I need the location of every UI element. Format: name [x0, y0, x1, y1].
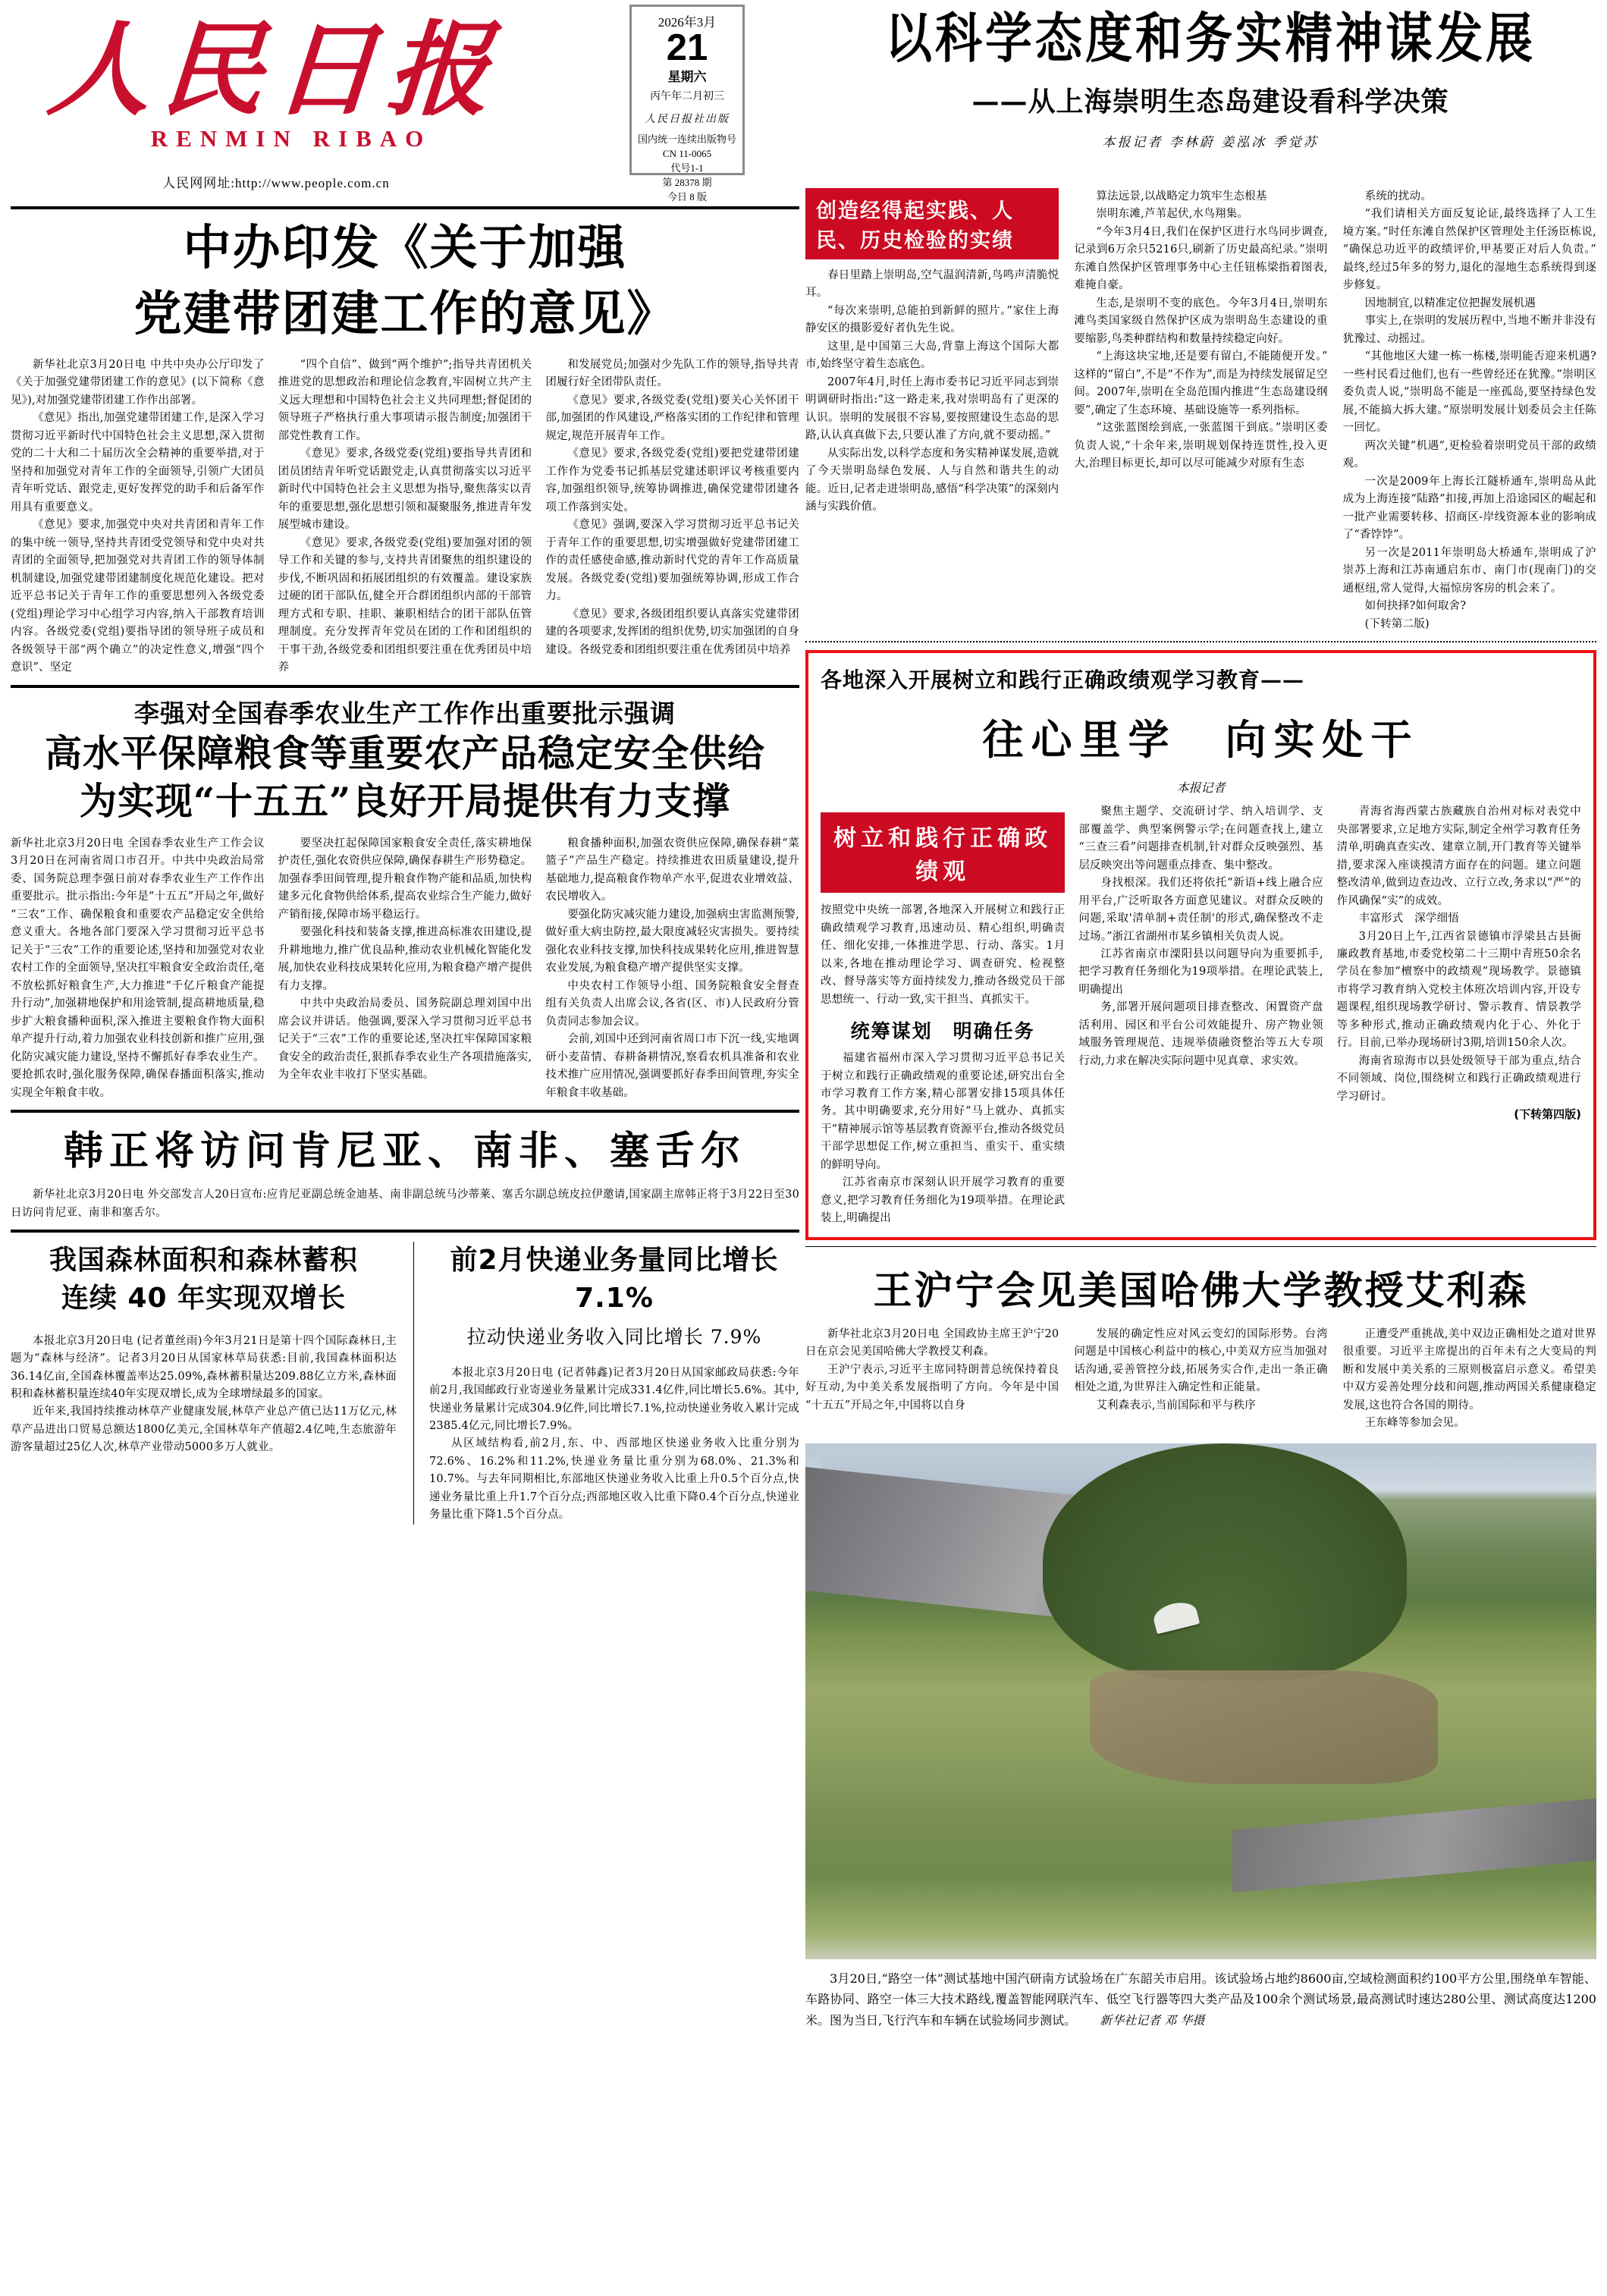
- date-box: [629, 5, 745, 203]
- zhengjiguan-columns: [821, 803, 1581, 1228]
- masthead-left: [11, 0, 617, 191]
- top-feature-byline: 本报记者 李林蔚 姜泓冰 季觉苏: [1102, 134, 1319, 150]
- bottom-two-stories: [11, 1242, 799, 1525]
- zhengjiguan-col-1: 福建省福州市深入学习贯彻习近平总书记关于树立和践行正确政绩观的重要论述,研究出台全市学习教育工作方案,精心部署安排15项具体任务。其中明确要求,充分用好“马上就办、真抓实干”精神展示馆等基层教育资源平台,推动各级党员干部学思想促工作,树立重担当、重实干、重实绩的鲜明导向。 江苏省南京市深刻认识开展学习教育的重要意义,把学习教育任务细化为19项举措。在理论武装上,明确提出: [821, 1052, 1066, 1225]
- wanghuning-columns: [805, 1326, 1596, 1433]
- wanghuning-headline[interactable]: 王沪宁会见美国哈佛大学教授艾利森: [873, 1267, 1529, 1314]
- zhengjiguan-jump-note[interactable]: (下转第四版): [1514, 1107, 1581, 1122]
- zhengjiguan-byline: 本报记者: [1176, 781, 1226, 796]
- top-feature-red-banner: 创造经得起实践、人民、历史检验的实绩: [805, 188, 1059, 259]
- forest-headline-line2[interactable]: 连续 40 年实现双增长: [61, 1282, 347, 1314]
- divider-rule: [11, 1230, 799, 1233]
- express-story: [413, 1242, 799, 1525]
- hanzheng-headline[interactable]: 韩正将访问肯尼亚、南非、塞舌尔: [63, 1128, 746, 1175]
- postal-code: 代号1-1: [670, 162, 704, 174]
- top-feature-col-2: 算法远景,以战略定力筑牢生态根基 崇明东滩,芦苇起伏,水鸟翔集。 “今年3月4日,我们在保护区进行水鸟同步调查,记录到6万余只5216只,刷新了历史最高纪录。”崇明东滩自然保护区管理事务中心主任钮栋梁指着图表,难掩自豪。 生态,是崇明不变的底色。今年3月4日,崇明东滩鸟类国家级自然保护区成为崇明岛生态建设的重要缩影,鸟类种群结构和数量持续稳定向好。 “上海这块宝地,还是要有留白,不能随便开发。”这样的“留白”,不是“不作为”,而是为持续发展留足空间。2007年,崇明在全岛范围内推进“生态岛建设纲要”,确定了生态环境、基础设施等一系列指标。 “这张蓝图绘到底,一张蓝图干到底。”崇明区委负责人说,“十余年来,崇明规划保持连贯性,投入更大,治理目标更长,却可以尽可能减少对原有生态: [1074, 190, 1328, 470]
- zhengjiguan-col-3: 青海省海西蒙古族藏族自治州对标对表党中央部署要求,立足地方实际,制定全州学习教育任务清单,明确真查实改、建章立制,开门教育等关键举措,要求深入座谈摸清方面存在的问题。建立问题整改清单,做到边查边改、立行立改,务求以“严”的作风确保“实”的成效。 丰富形式 深学细悟 3月20日上午,江西省景德镇市浮梁县古县衙廉政教育基地,市委党校第二十三期中青班50余名学员在参加“檀察中的政绩观”现场教学。景德镇市将学习教育纳入党校主体班次培训内容,开设专题课程,组织现场教学研讨、警示教育、情景教学等多种形式,推动正确政绩观内化于心、外化于行。目前,已举办现场研讨3期,培训150余人次。 海南省琼海市以县处级领导干部为重点,结合不同领域、岗位,围绕树立和践行正确政绩观进行学习研讨。: [1336, 806, 1581, 1103]
- photo-credit: 新华社记者 邓 华摄: [1100, 2012, 1205, 2027]
- divider-dotted: [805, 641, 1596, 642]
- lead-story-col-2: “四个自信”、做到“两个维护”;指导共青团机关推进党的思想政治和理论信念教育,牢固树立共产主义远大理想和中国特色社会主义共同理想;督促团的领导班子严格执行重大事项请示报告制度;加强团干部党性教育工作。 《意见》要求,各级党委(党组)要指导共青团和团员团结青年听党话跟党走,认真贯彻落实以习近平新时代中国特色社会主义思想为指导,聚焦落实以青年的重要思想,强化思想引领和凝聚服务,推进青年发展型城市建设。 《意见》要求,各级党委(党组)要加强对团的领导工作和关键的参与,支持共青团聚焦的组织建设的步伐,不断巩固和拓展团组织的有效覆盖。建设家族过硬的团干部队伍,健全开合群团组织内部的干部管理方式和专职、挂职、兼职相结合的团干部队伍管理制度。充分发挥青年党员在团的工作和团组织的干事干劲,各级党委和团组织要注重在优秀团员中培养: [278, 358, 532, 674]
- zhengjiguan-feature-box: [805, 650, 1596, 1240]
- liqiang-columns: [11, 835, 799, 1102]
- zhengjiguan-title[interactable]: 往心里学 向实处干: [982, 716, 1420, 765]
- publisher-name: 人民日报社出版: [645, 113, 730, 126]
- top-feature-col-1: 春日里踏上崇明岛,空气温润清新,鸟鸣声清脆悦耳。 “每次来崇明,总能拍到新鲜的照片。”家住上海静安区的摄影爱好者仇先生说。 这里,是中国第三大岛,背靠上海这个国际大都市,始终坚守着生态底色。 2007年4月,时任上海市委书记习近平同志到崇明调研时指出:“这一路走来,我对崇明岛有了更深的认识。崇明的发展很不容易,要按照建设生态岛的思路,认认真真做下去,只要认准了方向,就不要动摇。” 从实际出发,以科学态度和务实精神谋发展,造就了今天崇明岛绿色发展、人与自然和谐共生的动能。近日,记者走进崇明岛,感悟“科学决策”的深刻内涵与实践价值。: [805, 269, 1059, 514]
- website-line[interactable]: 人民网网址:http://www.people.com.cn: [162, 176, 390, 191]
- date-year-month: 2026年3月: [658, 15, 717, 30]
- liqiang-col-2: 要坚决扛起保障国家粮食安全责任,落实耕地保护责任,强化农资供应保障,确保春耕生产形势稳定。加强春季田间管理,提升粮食作物产能和品质,加快构建多元化食物供给体系,提高农业综合生产能力,做好产销衔接,保障市场平稳运行。 要强化科技和装备支撑,推进高标准农田建设,提升耕地地力,推广优良品种,推动农业机械化智能化发展,加快农业科技成果转化应用,为粮食稳产增产提供有力支撑。 中共中央政治局委员、国务院副总理刘国中出席会议并讲话。他强调,要深入学习贯彻习近平总书记关于“三农”工作的重要论述,坚决扛牢保障国家粮食安全的政治责任,狠抓春季农业生产各项措施落实,为全年农业丰收打下坚实基础。: [278, 837, 532, 1082]
- forest-story: [11, 1242, 397, 1525]
- photo-caption: [805, 1968, 1596, 2031]
- zhengjiguan-red-label: 树立和践行正确政绩观: [821, 812, 1065, 893]
- issue-number: 第 28378 期: [662, 176, 712, 188]
- newspaper-logo: [11, 0, 617, 152]
- date-lunar: 丙午年二月初三: [650, 91, 724, 103]
- lead-story-headline-line1[interactable]: 中办印发《关于加强: [183, 220, 627, 275]
- divider-rule: [11, 206, 799, 209]
- lead-story-headline-line2[interactable]: 党建带团建工作的意见》: [133, 285, 676, 341]
- forest-headline-line1[interactable]: 我国森林面积和森林蓄积: [49, 1245, 358, 1277]
- page-count: 今日 8 版: [667, 190, 707, 203]
- top-feature-subhead: ——从上海崇明生态岛建设看科学决策: [971, 85, 1449, 118]
- top-feature-body: [805, 188, 1596, 633]
- top-feature-col-1-wrap: [805, 188, 1059, 633]
- zhengjiguan-kicker: 各地深入开展树立和践行正确政绩观学习教育——: [821, 667, 1305, 693]
- zhengjiguan-intro: 按照党中央统一部署,各地深入开展树立和践行正确政绩观学习教育,迅速动员、精心组织,明确责任、细化安排,一体推进学思、行动、落实。1月以来,各地在推动理论学习、调查研究、检视整改、督导落实等方面持续发力,推动各级党员干部思想统一、行动一致,实干担当、真抓实干。: [821, 904, 1066, 1006]
- express-headline-line2: 拉动快递业务收入同比增长 7.9%: [466, 1325, 762, 1348]
- date-weekday: 星期六: [667, 70, 707, 85]
- zhengjiguan-subhead-1: 统筹谋划 明确任务: [850, 1020, 1035, 1043]
- logo-chinese-title: 人民日报: [44, 9, 505, 130]
- divider-rule: [11, 1110, 799, 1113]
- photo-caption-text: 3月20日,“路空一体”测试基地中国汽研南方试验场在广东韶关市启用。该试验场占地约8600亩,空域检测面积约100平方公里,围绕单车智能、车路协同、路空一体三大技术路线,覆盖智能网联汽车、低空飞行器等四大类产品及100余个测试场景,最高测试时速达280公里、测试高度达1200米。图为当日,飞行汽车和车辆在试验场同步测试。: [805, 1971, 1596, 2027]
- forest-body: 本报北京3月20日电 (记者董丝雨)今年3月21日是第十四个国际森林日,主题为“森林与经济”。记者3月20日从国家林草局获悉:目前,我国森林面积达36.14亿亩,全国森林覆盖率达25.09%,森林蓄积量达209.88亿立方米,森林面积和森林蓄积量连续40年实现双增长,成为全球增绿最多的国家。 近年来,我国持续推动林草产业健康发展,林草产业总产值已达11万亿元,林草产品进出口贸易总额达1800亿美元,全国林草年产值超2.4亿吨,生态旅游年游客量超过25亿人次,林草产业带动5000多万人就业。: [11, 1334, 397, 1454]
- lead-story-col-1: 新华社北京3月20日电 中共中央办公厅印发了《关于加强党建带团建工作的意见》(以下简称《意见》),对加强党建带团建工作作出部署。 《意见》指出,加强党建带团建工作,是深入学习贯彻习近平新时代中国特色社会主义思想,深入贯彻党的二十大和二十届历次全会精神的重要举措,对于坚持和加强党对青年工作的全面领导,引领广大团员青年听党话、跟党走,更好发挥党的助手和后备军作用具有重要意义。 《意见》要求,加强党中央对共青团和青年工作的集中统一领导,坚持共青团受党领导和党中央对共青团的全面领导,把加强党对共青团工作的领导体制机制建设,加强党建带团建制度化规范化建设。把对近平总书记关于青年工作的重要思想列入各级党委(党组)理论学习中心组学习内容,纳入干部教育培训内容。各级党委(党组)要指导团的领导班子成员和各级领导干部“两个确立”的决定性意义,增强“四个意识”、坚定: [11, 358, 265, 674]
- liqiang-headline-line2[interactable]: 为实现“十五五”良好开局提供有力支撑: [79, 779, 731, 824]
- issn-label: 国内统一连续出版物号: [637, 133, 736, 146]
- zhengjiguan-col-3-wrap: [1337, 803, 1581, 1228]
- zhengjiguan-col-1-wrap: [821, 803, 1065, 1228]
- express-body: 本报北京3月20日电 (记者韩鑫)记者3月20日从国家邮政局获悉:今年前2月,我国邮政行业寄递业务量累计完成331.4亿件,同比增长5.6%。其中,快递业务量累计完成304.9亿件,同比增长7.1%,拉动快递业务收入累计完成2385.4亿元,同比增长7.9%。 从区域结构看,前2月,东、中、西部地区快递业务收入比重分别为72.6%、16.2%和11.2%,快递业务量比重分别为68.0%、21.3%和10.7%。与去年同期相比,东部地区快递业务收入比重上升0.5个百分点,快递业务量比重上升1.7个百分点;西部地区收入比重下降0.4个百分点,快递业务量比重下降1.5个百分点。: [429, 1366, 799, 1522]
- hanzheng-body: 新华社北京3月20日电 外交部发言人20日宣布:应肯尼亚副总统金迪基、南非副总统马沙蒂莱、塞舌尔副总统皮拉伊邀请,国家副主席韩正将于3月22日至30日访问肯尼亚、南非和塞舌尔。: [11, 1189, 799, 1219]
- zhengjiguan-col-2: 聚焦主题学、交流研讨学、纳入培训学、支部覆盖学、典型案例警示学;在问题查找上,建立“三查三看”问题排查机制,针对群众反映强烈、基层反映突出等问题重点排查、集中整改。 身找根深。我们还将依托“新语+线上融合应用平台,广泛听取各方面意见建议。对群众反映的问题,采取'清单制+责任制'的形式,确保整改不走过场。”浙江省湖州市某乡镇相关负责人说。 江苏省南京市溧阳县以问题导向为重要抓手,把学习教育任务细化为19项举措。在理论武装上,明确提出 务,部署开展问题项目排查整改、闲置资产盘活利用、园区和平台公司效能提升、房产物业领域服务管理规范、违规举债融资整治等五大专项行动,力求在解决实际问题中见真章、求实效。: [1078, 806, 1323, 1067]
- photo-green-hill: [1043, 1443, 1407, 1681]
- photo-secondary-road: [1232, 1798, 1596, 1892]
- divider-rule: [805, 1246, 1596, 1247]
- liqiang-col-1: 新华社北京3月20日电 全国春季农业生产工作会议3月20日在河南省周口市召开。中共中央政治局常委、国务院总理李强日前对春季农业生产工作作出重要批示。批示指出:今年是“十五五”开局之年,做好“三农”工作、确保粮食和重要农产品稳定安全供给意义重大。各地各部门要深入学习贯彻习近平总书记关于“三农”工作的重要论述,坚持和加强党对农业农村工作的全面领导,坚决扛牢粮食安全政治责任,毫不放松抓好粮食生产,大力推进“千亿斤粮食产能提升行动”,加强耕地保护和用途管制,提高耕地质量,稳步扩大粮食播种面积,深入推进主要粮食作物大面积单产提升行动,着力加强农业科技创新和推广应用,强化防灾减灾能力建设,坚持不懈抓好春季农业生产。要抢抓农时,强化服务保障,确保春播面积落实,推动实现全年粮食丰收。: [11, 837, 265, 1099]
- news-photo: [805, 1443, 1596, 1959]
- right-header-spacer: [805, 0, 1596, 188]
- liqiang-col-3: 粮食播种面积,加强农资供应保障,确保春耕“菜篮子”产品生产稳定。持续推进农田质量建设,提升基础地力,提高粮食作物单产水平,促进农业增效益、农民增收入。 要强化防灾减灾能力建设,加强病虫害监测预警,做好重大病虫防控,最大限度减轻灾害损失。要持续强化农业科技支撑,加快科技成果转化应用,推进智慧农业发展,为粮食稳产增产提供坚实支撑。 中央农村工作领导小组、国务院粮食安全督查组有关负责人出席会议,各省(区、市)人民政府分管负责同志参加会议。 会前,刘国中还到河南省周口市下沉一线,实地调研小麦苗情、春耕备耕情况,察看农机具准备和农业技术推广应用情况,强调要抓好春季田间管理,夯实全年粮食丰收基础。: [545, 837, 799, 1099]
- right-column-zone: [805, 0, 1596, 2031]
- date-day: 21: [666, 27, 708, 68]
- photo-bare-ground: [1090, 1670, 1438, 1784]
- wanghuning-col-3: 正遭受严重挑战,美中双边正确相处之道对世界很重要。习近平主席提出的百年未有之大变局的判断和发展中美关系的三原则极富启示意义。希望美中双方妥善处理分歧和问题,推动两国关系健康稳定发展,这也符合各国的期待。 王东峰等参加会见。: [1342, 1327, 1596, 1430]
- logo-pinyin: RENMIN RIBAO: [150, 125, 432, 152]
- liqiang-headline-line1[interactable]: 高水平保障粮食等重要农产品稳定安全供给: [44, 730, 765, 775]
- publication-meta: [632, 133, 742, 204]
- lead-story-col-3: 和发展党员;加强对少先队工作的领导,指导共青团履行好全团带队责任。 《意见》要求,各级党委(党组)要关心关怀团干部,加强团的作风建设,严格落实团的工作纪律和管理规定,规范开展青年工作。 《意见》要求,各级党委(党组)要把党建带团建工作作为党委书记抓基层党建述职评议考核重要内容,加强组织领导,统筹协调推进,确保党建带团建各项工作落到实处。 《意见》强调,要深入学习贯彻习近平总书记关于青年工作的重要思想,切实增强做好党建带团建工作的责任感使命感,推动新时代党的青年工作高质量发展。各级党委(党组)要加强统筹协调,形成工作合力。 《意见》要求,各级团组织要认真落实党建带团建的各项要求,发挥团的组织优势,切实加强团的自身建设。各级党委和团组织要注重在优秀团员中培养: [545, 358, 799, 656]
- express-headline-line1[interactable]: 前2月快递业务量同比增长7.1%: [450, 1245, 779, 1314]
- wanghuning-col-1: 新华社北京3月20日电 全国政协主席王沪宁20日在京会见美国哈佛大学教授艾利森。 王沪宁表示,习近平主席同特朗普总统保持着良好互动,为中美关系发展指明了方向。今年是中国“十五五”开局之年,中国将以自身: [805, 1327, 1059, 1412]
- liqiang-kicker: 李强对全国春季农业生产工作作出重要批示强调: [134, 698, 676, 728]
- wanghuning-col-2: 发展的确定性应对风云变幻的国际形势。台湾问题是中国核心利益中的核心,中美双方应当加强对话沟通,妥善管控分歧,拓展务实合作,走出一条正确相处之道,为世界注入确定性和正能量。 艾利森表示,当前国际和平与秩序: [1074, 1327, 1328, 1412]
- left-column-zone: [11, 199, 799, 1525]
- lead-story-columns: [11, 356, 799, 677]
- cn-number: CN 11-0065: [662, 148, 712, 160]
- top-feature-col-3: 系统的扰动。 “我们请相关方面反复论证,最终选择了人工生境方案。”时任东滩自然保护区管理处主任汤臣栋说,“确保总功近平的政绩评价,甲基要正对后人负责。”最终,经过5年多的努力,退化的湿地生态系统得到逐步修复。 因地制宜,以精准定位把握发展机遇 事实上,在崇明的发展历程中,当地不断并非没有犹豫过、动摇过。 “其他地区大建一栋一栋楼,崇明能否迎来机遇?一些村民看过他们,也有一些曾经还在犹豫。”崇明区委负责人说,“崇明岛不能是一座孤岛,要坚持绿色发展,不能搞大拆大建。”原崇明发展计划委员会主任陈一回忆。 两次关键“机遇”,更检验着崇明党员干部的政绩观。 一次是2009年上海长江隧桥通车,崇明岛从此成为上海连接“陆路”扣接,再加上沿途园区的崛起和一批产业需要转移、招商区-岸线资源本业的影响成了“香饽饽”。 另一次是2011年崇明岛大桥通车,崇明成了沪崇苏上海和江苏南通启东市、南门市(现南门)的交通枢纽,常人觉得,大福惊房客房的机会来了。 如何抉择?如何取舍? (下转第二版): [1342, 190, 1596, 630]
- top-feature-headline[interactable]: 以科学态度和务实精神谋发展: [884, 6, 1536, 71]
- divider-rule: [11, 685, 799, 688]
